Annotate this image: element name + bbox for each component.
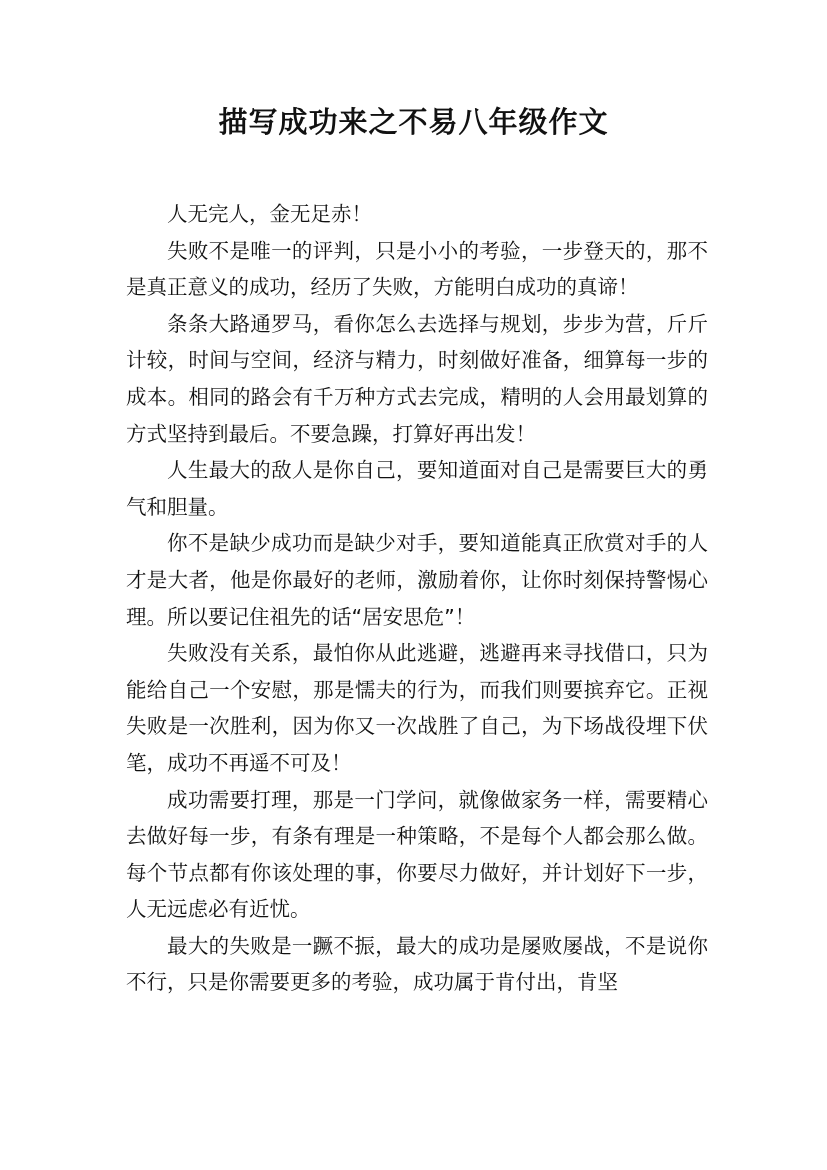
paragraph-1: 人无完人，金无足赤！ <box>167 202 372 226</box>
paragraph-3: 条条大路通罗马，看你怎么去选择与规划，步步为营，斤斤计较，时间与空间，经济与精力，时刻做好准备，细算每一步的成本。相同的路会有千万种方式去完成，精明的人会用最划算的方式坚持到最后。不要急躁，打算好再出发！ <box>126 311 708 446</box>
paragraph-6: 失败没有关系，最怕你从此逃避，逃避再来寻找借口，只为能给自己一个安慰，那是懦夫的行为，而我们则要摈弃它。正视失败是一次胜利，因为你又一次战胜了自己，为下场战役埋下伏笔，成功不再遥不可及！ <box>126 641 708 775</box>
document-body <box>126 196 708 1001</box>
paragraph-2: 失败不是唯一的评判，只是小小的考验，一步登天的，那不是真正意义的成功，经历了失败，方能明白成功的真谛！ <box>126 238 708 300</box>
paragraph-4: 人生最大的敌人是你自己，要知道面对自己是需要巨大的勇气和胆量。 <box>126 458 708 519</box>
paragraph-8: 最大的失败是一蹶不振，最大的成功是屡败屡战，不是说你不行，只是你需要更多的考验，成功属于肯付出，肯坚 <box>126 933 708 995</box>
paragraph-7: 成功需要打理，那是一门学问，就像做家务一样，需要精心去做好每一步，有条有理是一种策略，不是每个人都会那么做。每个节点都有你该处理的事，你要尽力做好，并计划好下一步，人无远虑必有近忧。 <box>126 787 708 922</box>
document-title: 描写成功来之不易八年级作文 <box>218 105 609 139</box>
paragraph-5: 你不是缺少成功而是缺少对手，要知道能真正欣赏对手的人才是大者，他是你最好的老师，激励着你，让你时刻保持警惕心理。所以要记住祖先的话“居安思危”！ <box>126 531 708 629</box>
